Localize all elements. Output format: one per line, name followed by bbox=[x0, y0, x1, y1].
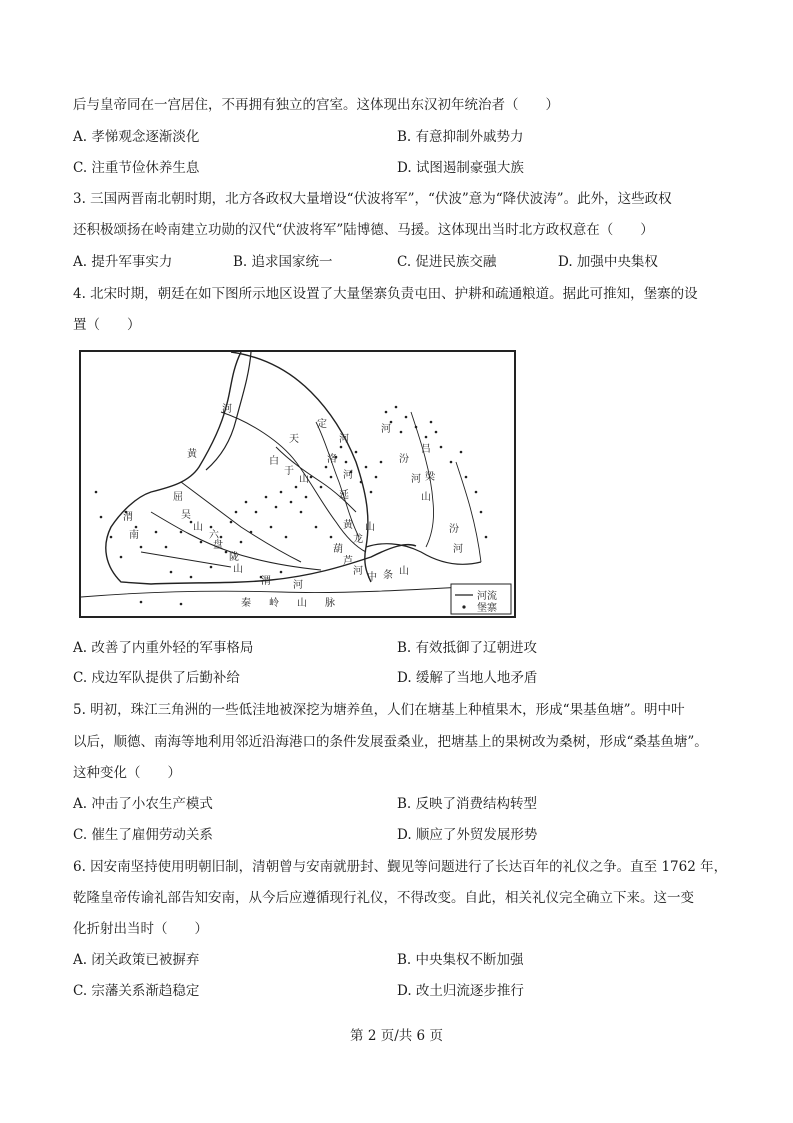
q5-option-b[interactable]: B. 反映了消费结构转型 bbox=[397, 796, 538, 812]
wei-river-line bbox=[141, 552, 231, 567]
label-hu: 葫 bbox=[333, 544, 343, 555]
q4-option-d[interactable]: D. 缓解了当地人地矛盾 bbox=[397, 670, 538, 686]
label-fen-2: 汾 bbox=[449, 524, 459, 535]
q3-option-c[interactable]: C. 促进民族交融 bbox=[397, 254, 497, 270]
legend-fort-label: 堡寨 bbox=[477, 603, 497, 614]
label-qin: 秦 bbox=[241, 598, 251, 609]
label-he-1: 河 bbox=[222, 404, 232, 415]
label-fen-1: 汾 bbox=[399, 454, 409, 465]
label-wu: 吴 bbox=[181, 510, 191, 521]
q4-option-b[interactable]: B. 有效抵御了辽朝进攻 bbox=[397, 640, 538, 656]
label-he-7: 河 bbox=[381, 424, 391, 435]
page-footer: 第 2 页/共 6 页 bbox=[350, 1028, 443, 1044]
label-he-2: 河 bbox=[339, 434, 349, 445]
label-nan: 南 bbox=[129, 530, 139, 541]
label-shan-7: 山 bbox=[297, 598, 307, 609]
label-huang-1: 黄 bbox=[187, 449, 197, 460]
label-shan-1: 山 bbox=[299, 474, 309, 485]
q3-stem-line-1: 3. 三国两晋南北朝时期，北方各政权大量增设“伏波将军”，“伏波”意为“降伏波涛”。此外，这些政权 bbox=[73, 191, 672, 207]
label-long: 陇 bbox=[229, 552, 239, 563]
label-ling: 岭 bbox=[269, 598, 279, 609]
yellow-river-line bbox=[106, 352, 416, 584]
label-tiao: 条 bbox=[383, 570, 393, 581]
label-shan-2: 山 bbox=[193, 522, 203, 533]
label-liang: 梁 bbox=[425, 472, 435, 483]
label-luo-1: 洛 bbox=[327, 454, 337, 465]
q4-stem-line-2: 置（ ） bbox=[73, 317, 141, 333]
q6-stem-line-2: 乾隆皇帝传谕礼部告知安南，从今后应遵循现行礼仪，不得改变。自此，相关礼仪完全确立下来。这一变 bbox=[73, 890, 694, 906]
q6-option-c[interactable]: C. 宗藩关系渐趋稳定 bbox=[73, 983, 200, 999]
label-shan-6: 山 bbox=[421, 492, 431, 503]
q3-option-b[interactable]: B. 追求国家统一 bbox=[233, 254, 333, 270]
fen-river-line bbox=[366, 544, 481, 565]
q4-option-a[interactable]: A. 改善了内重外轻的军事格局 bbox=[73, 640, 254, 656]
q5-option-c[interactable]: C. 催生了雇佣劳动关系 bbox=[73, 827, 213, 843]
q6-stem-line-1: 6. 因安南坚持使用明朝旧制，清朝曾与安南就册封、觐见等问题进行了长达百年的礼仪之争。直至 1762 年， bbox=[73, 859, 728, 875]
q2-option-c[interactable]: C. 注重节俭休养生息 bbox=[73, 160, 200, 176]
q2-option-a[interactable]: A. 孝悌观念逐渐淡化 bbox=[73, 129, 200, 145]
q6-option-b[interactable]: B. 中央集权不断加强 bbox=[397, 952, 524, 968]
map-drawing bbox=[81, 352, 514, 616]
q3-option-a[interactable]: A. 提升军事实力 bbox=[73, 254, 173, 270]
q5-option-d[interactable]: D. 顺应了外贸发展形势 bbox=[397, 827, 538, 843]
q5-stem-line-2: 以后，顺德、南海等地利用邻近沿海港口的条件发展蚕桑业，把塘基上的果树改为桑树，形成“桑基鱼塘”。 bbox=[73, 734, 708, 750]
label-lv: 吕 bbox=[421, 444, 431, 455]
label-long-2: 龙 bbox=[353, 534, 363, 545]
label-mai: 脉 bbox=[325, 598, 335, 609]
label-lu: 芦 bbox=[343, 556, 353, 567]
q5-stem-line-3: 这种变化（ ） bbox=[73, 765, 181, 781]
q2-option-b[interactable]: B. 有意抑制外戚势力 bbox=[397, 129, 524, 145]
q3-option-d[interactable]: D. 加强中央集权 bbox=[558, 254, 658, 270]
q3-stem-line-2: 还积极颂扬在岭南建立功勋的汉代“伏波将军”陆博德、马援。这体现出当时北方政权意在（ ） bbox=[73, 222, 654, 238]
label-shan-4: 山 bbox=[365, 522, 375, 533]
label-yan: 延 bbox=[339, 490, 349, 501]
main-river-course bbox=[231, 352, 371, 582]
label-he-8: 河 bbox=[453, 544, 463, 555]
label-ding: 定 bbox=[317, 419, 327, 430]
label-shan-3: 山 bbox=[233, 564, 243, 575]
q6-option-d[interactable]: D. 改土归流逐步推行 bbox=[397, 983, 524, 999]
q4-stem-line-1: 4. 北宋时期，朝廷在如下图所示地区设置了大量堡寨负责屯田、护耕和疏通粮道。据此可推知，堡寨的设 bbox=[73, 286, 698, 302]
label-he-4: 河 bbox=[293, 580, 303, 591]
label-pan: 盘 bbox=[213, 540, 223, 551]
q5-stem-line-1: 5. 明初，珠江三角洲的一些低洼地被深挖为塘养鱼，人们在塘基上种植果木，形成“果基鱼塘”。明中叶 bbox=[73, 702, 685, 718]
label-zhong: 中 bbox=[367, 572, 377, 583]
label-shan-5: 山 bbox=[399, 566, 409, 577]
label-liu: 六 bbox=[209, 530, 219, 541]
q2-option-d[interactable]: D. 试图遏制豪强大族 bbox=[397, 160, 524, 176]
northern-song-fort-map bbox=[79, 350, 516, 618]
map-labels bbox=[123, 403, 463, 609]
label-bai: 白 bbox=[269, 456, 279, 467]
q2-stem-line-1: 后与皇帝同在一宫居住，不再拥有独立的宫室。这体现出东汉初年统治者（ ） bbox=[73, 97, 559, 113]
label-huang-2: 黄 bbox=[343, 520, 353, 531]
q4-option-c[interactable]: C. 戍边军队提供了后勤补给 bbox=[73, 670, 240, 686]
label-he-6: 河 bbox=[411, 474, 421, 485]
label-wei-2: 渭 bbox=[261, 576, 271, 587]
legend-river-label: 河流 bbox=[477, 591, 497, 602]
label-tian: 天 bbox=[289, 434, 299, 445]
label-he-5: 河 bbox=[353, 566, 363, 577]
luo-river-line bbox=[221, 412, 366, 552]
qinling-outline bbox=[81, 586, 481, 597]
map-legend bbox=[451, 584, 511, 614]
q6-option-a[interactable]: A. 闭关政策已被摒弃 bbox=[73, 952, 200, 968]
label-qu: 屈 bbox=[173, 492, 183, 503]
label-yu: 于 bbox=[284, 466, 294, 477]
q6-stem-line-3: 化折射出当时（ ） bbox=[73, 921, 208, 937]
label-wei-1: 渭 bbox=[123, 512, 133, 523]
q5-option-a[interactable]: A. 冲击了小农生产模式 bbox=[73, 796, 213, 812]
label-he-3: 河 bbox=[343, 470, 353, 481]
